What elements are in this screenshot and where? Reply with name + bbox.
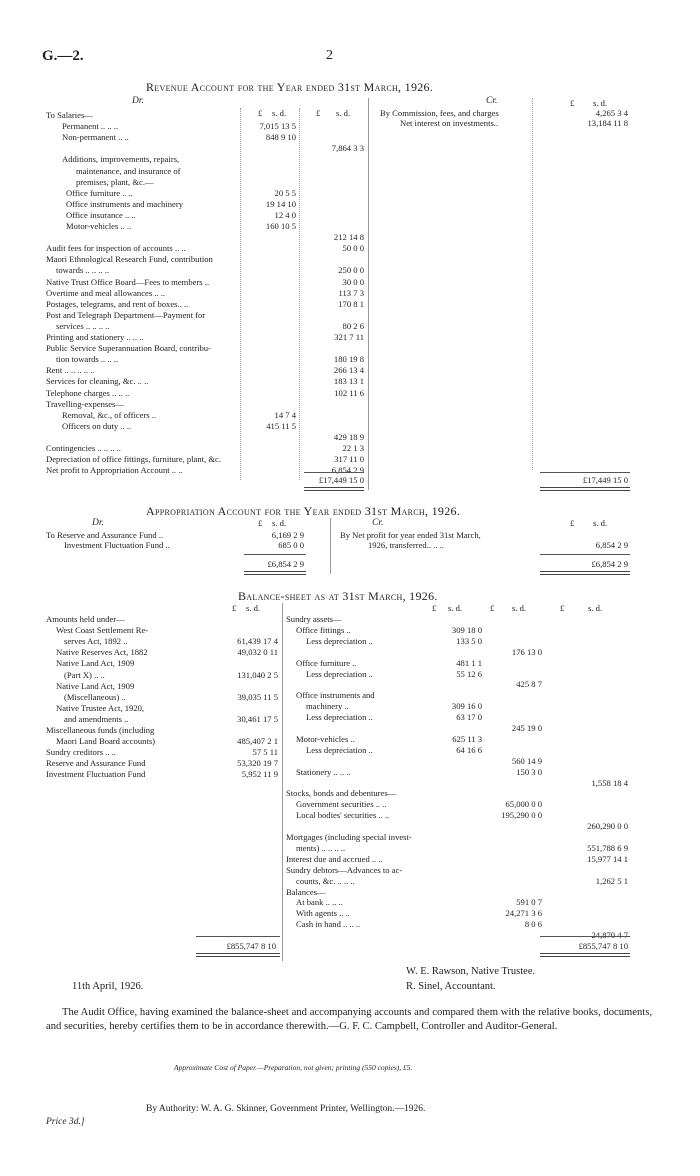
appropriation-title: Appropriation Account for the Year ended 31st March, 1926.: [146, 504, 461, 518]
revenue-line: Overtime and meal allowances .. ..: [46, 287, 166, 298]
revenue-line: Maori Ethnological Research Fund, contribution: [46, 254, 213, 265]
audit-certificate: The Audit Office, having examined the balance-sheet and accompanying accounts and compared them with the relative books, documents, and securities, hereby certifies them to be in accordance therewith.—G. F. C. Campbell, Controller and Auditor-General.: [46, 1007, 652, 1032]
revenue-outer-amount: 429 18 9: [333, 431, 364, 442]
bal-head-pound-3: £: [490, 603, 495, 613]
asset-amount-col2: 245 19 0: [511, 723, 542, 733]
col-head-pound-3: £: [570, 98, 575, 108]
asset-amount-col1: 133 5 0: [456, 635, 482, 646]
asset-line: At bank .. .. ..: [296, 897, 343, 908]
liability-amount: 131,040 2 5: [237, 669, 278, 680]
balance-divider: [282, 603, 283, 961]
asset-amount-col2: 176 13 0: [511, 646, 542, 657]
revenue-dr-label: Dr.: [132, 96, 144, 106]
asset-line: machinery ..: [306, 701, 349, 712]
revenue-inner-amount: 14 7 4: [274, 409, 296, 420]
liability-line: Investment Fluctuation Fund: [46, 769, 146, 780]
asset-line: Cash in hand .. .. ..: [296, 919, 361, 930]
asset-line: ments) .. .. .. ..: [296, 842, 346, 853]
asset-amount-col1: 481 1 1: [456, 657, 482, 668]
bal-head-pound-2: £: [432, 603, 437, 613]
revenue-outer-amount: 50 0 0: [342, 243, 364, 254]
revenue-line: Postages, telegrams, and rent of boxes.. ..: [46, 298, 189, 309]
asset-amount-col3: 1,262 5 1: [595, 875, 628, 886]
asset-line: With agents .. ..: [296, 908, 350, 919]
revenue-total-rule-left: [304, 472, 364, 473]
app-dr-line: To Reserve and Assurance Fund ..: [46, 530, 164, 540]
col-head-sd: s. d.: [272, 108, 287, 118]
asset-amount-col3: 551,788 6 9: [587, 842, 628, 853]
liability-line: and amendments ..: [64, 713, 129, 724]
asset-line: Less depreciation ..: [306, 744, 373, 755]
revenue-line: To Salaries—: [46, 110, 93, 120]
revenue-line: Native Trust Office Board—Fees to members ..: [46, 276, 210, 287]
revenue-total-double-right: [540, 487, 630, 491]
bal-head-sd-4: s. d.: [588, 603, 603, 613]
liability-amount: 57 5 11: [252, 747, 278, 758]
revenue-title: Revenue Account for the Year ended 31st March, 1926.: [146, 80, 434, 94]
liability-line: (Miscellaneous) ..: [64, 691, 126, 702]
asset-amount-col3: 260,290 0 0: [587, 821, 628, 832]
liability-line: Miscellaneous funds (including: [46, 725, 155, 735]
col-head-pound-2: £: [316, 108, 321, 118]
revenue-line: Audit fees for inspection of accounts .. ..: [46, 243, 186, 254]
revenue-outer-amount: 113 7 3: [338, 287, 364, 298]
bal-head-pound-4: £: [560, 603, 565, 613]
revenue-inner-amount: 160 10 5: [265, 221, 296, 231]
asset-line: Office furniture ..: [296, 657, 357, 668]
asset-amount-col2: 195,290 0 0: [501, 810, 542, 821]
revenue-inner-amount: 415 11 5: [266, 420, 296, 431]
revenue-inner-amount: 19 14 10: [265, 198, 296, 209]
app-total-rule-left: [244, 554, 306, 555]
printer-authority: By Authority: W. A. G. Skinner, Government Printer, Wellington.—1926.: [146, 1104, 426, 1114]
asset-line: Government securities .. ..: [296, 799, 387, 810]
cost-note: Approximate Cost of Paper.—Preparation, not given; printing (550 copies), £5.: [174, 1063, 413, 1072]
revenue-line: Travelling-expenses—: [46, 398, 124, 409]
revenue-total-double-left: [304, 487, 364, 491]
asset-amount-col1: 55 12 6: [456, 668, 482, 679]
revenue-outer-amount: 6,854 2 9: [331, 465, 364, 476]
revenue-outer-amount: 250 0 0: [338, 265, 364, 276]
bal-total-rule-left: [196, 936, 280, 937]
bal-head-sd-3: s. d.: [512, 603, 527, 613]
liability-line: Native Land Act, 1909: [56, 658, 135, 669]
revenue-credit-line: By Commission, fees, and charges: [380, 108, 499, 118]
app-total-double-left: [244, 571, 306, 575]
bal-head-pound: £: [232, 603, 237, 613]
asset-amount-col2: 8 0 6: [524, 919, 542, 930]
asset-amount-col1: 63 17 0: [456, 712, 482, 723]
app-cr-line: 1926, transferred.. .. ..: [368, 540, 444, 550]
asset-line: Office fittings ..: [296, 624, 351, 635]
asset-line: Mortgages (including special invest-: [286, 832, 412, 842]
asset-line: Local bodies' securities .. ..: [296, 810, 390, 821]
appropriation-cr-label: Cr.: [372, 518, 384, 528]
liability-line: Native Land Act, 1909: [56, 680, 135, 691]
liability-amount: 30,461 17 5: [237, 713, 278, 724]
asset-amount-col1: 64 16 6: [456, 744, 482, 755]
revenue-cr-label: Cr.: [486, 96, 498, 106]
liability-amount: 5,952 11 9: [241, 769, 278, 780]
revenue-credit-amount: 13,184 11 8: [587, 118, 628, 128]
revenue-total-credit: £17,449 15 0: [582, 475, 628, 485]
revenue-outer-amount: 321 7 11: [334, 332, 364, 342]
revenue-credit-line: Net interest on investments..: [400, 118, 499, 128]
bal-total-double-left: [196, 953, 280, 957]
balance-total-liabilities: £855,747 8 10: [226, 941, 276, 951]
bal-head-sd-2: s. d.: [448, 603, 463, 613]
revenue-col-rule: [240, 108, 241, 480]
asset-line: Motor-vehicles ..: [296, 733, 355, 744]
asset-amount-col3: 15,977 14 1: [587, 853, 628, 864]
revenue-line: Non-permanent .. ..: [62, 132, 129, 143]
liability-line: Amounts held under—: [46, 614, 125, 624]
revenue-col-rule-3: [532, 98, 533, 470]
app-col-head-pound: £: [258, 518, 263, 528]
revenue-line: Office insurance .. ..: [66, 209, 136, 220]
revenue-outer-amount: 22 1 3: [342, 443, 364, 453]
revenue-outer-amount: 102 11 6: [334, 387, 364, 398]
liability-line: Reserve and Assurance Fund: [46, 758, 146, 769]
revenue-line: Office instruments and machinery: [66, 198, 184, 209]
revenue-outer-amount: 212 14 8: [333, 232, 364, 243]
app-dr-amt: 6,169 2 9: [271, 530, 304, 540]
revenue-line: Office furniture .. ..: [66, 187, 133, 198]
revenue-outer-amount: 7,864 3 3: [331, 143, 364, 154]
asset-amount-col2: 560 14 9: [511, 755, 542, 766]
asset-amount-col1: 309 18 0: [451, 624, 482, 635]
revenue-line: Printing and stationery .. .. ..: [46, 332, 144, 342]
page-number: 2: [326, 48, 333, 63]
revenue-outer-amount: 170 8 1: [338, 298, 364, 309]
col-head-sd-3: s. d.: [593, 98, 608, 108]
appropriation-divider: [330, 518, 331, 574]
asset-amount-col2: 65,000 0 0: [505, 799, 542, 810]
asset-line: Stocks, bonds and debentures—: [286, 788, 397, 799]
balance-title: Balance-sheet as at 31st March, 1926.: [238, 589, 438, 603]
signature-date: 11th April, 1926.: [72, 981, 144, 992]
app-col-head-sd-2: s. d.: [593, 518, 608, 528]
revenue-line: towards .. .. .. ..: [56, 265, 109, 276]
liability-line: Native Reserves Act, 1882: [56, 647, 148, 658]
appropriation-dr-label: Dr.: [92, 518, 104, 528]
asset-line: Less depreciation ..: [306, 668, 373, 679]
revenue-outer-amount: 266 13 4: [333, 365, 364, 376]
revenue-line: Additions, improvements, repairs,: [62, 154, 180, 165]
balance-total-assets: £855,747 8 10: [578, 941, 628, 951]
col-head-sd-2: s. d.: [336, 108, 351, 118]
revenue-inner-amount: 848 9 10: [265, 132, 296, 143]
bal-head-sd: s. d.: [246, 603, 261, 613]
revenue-total-rule-right: [540, 472, 630, 473]
app-cr-amt: 6,854 2 9: [595, 540, 628, 550]
liability-amount: 39,035 11 5: [237, 691, 278, 702]
revenue-line: premises, plant, &c.—: [76, 176, 154, 187]
revenue-outer-amount: 80 2 6: [342, 320, 364, 331]
asset-amount-col1: 625 11 3: [452, 733, 482, 744]
revenue-total-debit: £17,449 15 0: [318, 475, 364, 485]
bal-total-double-right: [540, 953, 630, 957]
asset-amount-col3: 24,870 4 7: [591, 930, 628, 941]
revenue-inner-amount: 12 4 0: [274, 209, 296, 220]
revenue-outer-amount: 317 11 0: [334, 454, 364, 465]
revenue-line: Rent .. .. .. .. ..: [46, 365, 95, 376]
revenue-line: Permanent .. .. ..: [62, 121, 119, 132]
revenue-inner-amount: 20 5 5: [274, 187, 296, 198]
asset-line: Stationery .. .. ..: [296, 766, 351, 777]
liability-amount: 53,320 19 7: [237, 758, 278, 769]
liability-line: West Coast Settlement Re-: [56, 625, 149, 636]
app-col-head-sd: s. d.: [272, 518, 287, 528]
revenue-line: maintenance, and insurance of: [76, 165, 181, 176]
app-total-double-right: [540, 571, 630, 575]
revenue-col-rule-2: [299, 108, 300, 480]
asset-amount-col3: 1,558 18 4: [591, 777, 628, 788]
revenue-line: Post and Telegraph Department—Payment for: [46, 309, 206, 320]
liability-line: (Part X) .. ..: [64, 669, 105, 680]
bal-total-rule-right: [540, 936, 630, 937]
asset-line: Sundry assets—: [286, 614, 342, 624]
revenue-line: Services for cleaning, &c. .. ..: [46, 376, 149, 387]
liability-line: Maori Land Board accounts): [56, 736, 156, 747]
asset-amount-col2: 425 8 7: [516, 679, 542, 690]
liability-line: Sundry creditors .. ..: [46, 747, 116, 758]
revenue-line: Public Service Superannuation Board, contribu-: [46, 343, 211, 354]
revenue-divider: [368, 98, 369, 490]
revenue-line: Removal, &c., of officers ..: [62, 409, 157, 420]
asset-line: Office instruments and: [296, 690, 375, 701]
col-head-pound: £: [258, 108, 263, 118]
revenue-line: Net profit to Appropriation Account .. ..: [46, 465, 183, 476]
app-dr-amt: 685 0 0: [278, 540, 304, 550]
asset-amount-col1: 309 16 0: [451, 701, 482, 712]
asset-line: Interest due and accrued .. ..: [286, 853, 383, 864]
liability-amount: 49,032 0 11: [237, 647, 278, 658]
app-cr-line: By Net profit for year ended 31st March,: [340, 530, 481, 540]
signature-trustee: W. E. Rawson, Native Trustee.: [406, 966, 536, 977]
revenue-line: Contingencies .. .. .. ..: [46, 443, 121, 453]
revenue-outer-amount: 30 0 0: [342, 276, 364, 287]
asset-amount-col2: 24,271 3 6: [505, 908, 542, 919]
app-total-debit: £6,854 2 9: [267, 559, 304, 569]
app-col-head-pound-2: £: [570, 518, 575, 528]
page-ref: G.—2.: [42, 48, 84, 64]
asset-line: counts, &c. .. .. ..: [296, 875, 355, 886]
revenue-line: Depreciation of office fittings, furniture, plant, &c.: [46, 454, 222, 465]
price: Price 3d.]: [46, 1117, 85, 1127]
liability-amount: 485,407 2 1: [237, 736, 278, 747]
liability-amount: 61,439 17 4: [237, 636, 278, 647]
asset-line: Less depreciation ..: [306, 635, 373, 646]
revenue-outer-amount: 180 19 8: [333, 354, 364, 365]
asset-amount-col2: 591 0 7: [516, 897, 542, 908]
revenue-line: Motor-vehicles .. ..: [66, 221, 132, 231]
app-total-rule-right: [540, 554, 630, 555]
revenue-outer-amount: 183 13 1: [333, 376, 364, 387]
asset-line: Sundry debtors—Advances to ac-: [286, 864, 403, 875]
revenue-line: Telephone charges .. .. ..: [46, 387, 130, 398]
asset-amount-col2: 150 3 0: [516, 766, 542, 777]
revenue-line: services .. .. .. ..: [56, 320, 110, 331]
revenue-line: tion towards .. .. ..: [56, 354, 119, 365]
revenue-inner-amount: 7,015 13 5: [259, 121, 296, 132]
app-total-credit: £6,854 2 9: [591, 559, 628, 569]
liability-line: serves Act, 1892 ..: [64, 636, 128, 647]
liability-line: Native Trustee Act, 1920,: [56, 702, 145, 713]
asset-line: Balances—: [286, 886, 326, 897]
asset-line: Less depreciation ..: [306, 712, 373, 723]
app-dr-line: Investment Fluctuation Fund ..: [64, 540, 170, 550]
revenue-line: Officers on duty .. ..: [62, 420, 132, 431]
signature-accountant: R. Sinel, Accountant.: [406, 981, 496, 992]
revenue-credit-amount: 4,265 3 4: [595, 108, 628, 118]
